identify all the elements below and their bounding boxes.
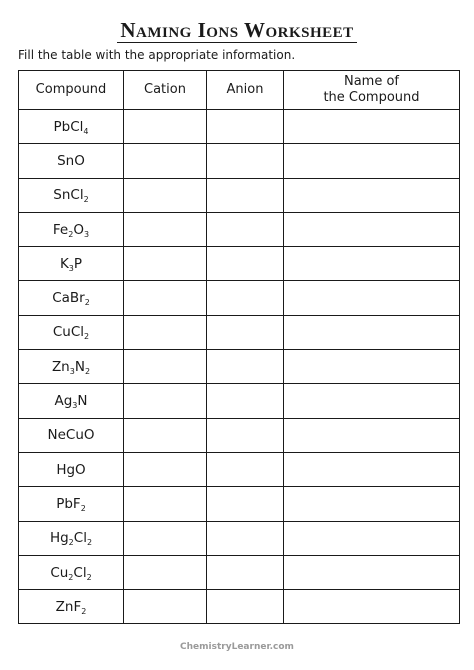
compound-cell [19,315,124,349]
worksheet-table [18,70,460,624]
table-row [19,212,460,246]
compound-cell [19,590,124,624]
formula-subscript: 3 [72,401,78,411]
table-row [19,315,460,349]
header-compound-name [284,71,460,110]
cation-cell[interactable] [124,212,207,246]
cation-cell[interactable] [124,590,207,624]
compound-name-cell[interactable] [284,212,460,246]
compound-name-cell[interactable] [284,384,460,418]
formula-subscript: 2 [68,538,74,548]
cation-cell[interactable] [124,178,207,212]
footer-credit: ChemistryLearner.com [180,642,294,652]
table-row [19,281,460,315]
formula-subscript: 2 [68,572,74,582]
table-row [19,178,460,212]
table-row [19,487,460,521]
table-row [19,418,460,452]
formula-element: Cl [73,564,87,581]
cation-cell[interactable] [124,418,207,452]
formula-element: Hg [49,530,69,547]
table-body [19,110,460,624]
compound-name-cell[interactable] [284,178,460,212]
anion-cell[interactable] [207,521,284,555]
cation-cell[interactable] [124,384,207,418]
compound-cell [19,555,124,589]
compound-cell [19,521,124,555]
table-row [19,555,460,589]
compound-name-cell[interactable] [284,487,460,521]
anion-cell[interactable] [207,418,284,452]
compound-cell [19,110,124,144]
formula-element: HgO [56,461,86,478]
formula-subscript: 2 [80,503,86,513]
compound-name-cell[interactable] [284,452,460,486]
compound-cell [19,452,124,486]
compound-cell [19,487,124,521]
formula-subscript: 3 [69,366,75,376]
anion-cell[interactable] [207,110,284,144]
compound-cell [19,212,124,246]
formula-element: Cl [73,530,87,547]
formula-element: NeCuO [47,427,95,444]
cation-cell[interactable] [124,281,207,315]
formula-element: Fe [52,221,69,238]
table-row [19,590,460,624]
formula-element: Cu [50,564,69,581]
formula-subscript: 4 [83,126,89,136]
compound-cell [19,178,124,212]
compound-cell [19,384,124,418]
formula-element: PbF [56,495,81,512]
anion-cell[interactable] [207,487,284,521]
formula-subscript: 3 [83,229,90,239]
compound-cell [19,281,124,315]
table-row [19,144,460,178]
table-row [19,384,460,418]
anion-cell[interactable] [207,281,284,315]
formula-subscript: 2 [86,572,92,582]
anion-cell[interactable] [207,555,284,589]
compound-name-cell[interactable] [284,350,460,384]
anion-cell[interactable] [207,178,284,212]
formula-element: SnCl [53,187,84,204]
formula-element: Ag [54,393,73,410]
cation-cell[interactable] [124,315,207,349]
formula-subscript: 2 [68,229,74,239]
compound-cell [19,144,124,178]
cation-cell[interactable] [124,452,207,486]
cation-cell[interactable] [124,144,207,178]
cation-cell[interactable] [124,247,207,281]
compound-name-cell[interactable] [284,281,460,315]
compound-name-cell[interactable] [284,418,460,452]
compound-name-cell[interactable] [284,110,460,144]
formula-element: O [73,221,84,238]
table-row [19,452,460,486]
compound-name-cell[interactable] [284,315,460,349]
formula-element: Pb [53,118,71,135]
cation-cell[interactable] [124,350,207,384]
compound-cell [19,350,124,384]
formula-element: P [73,255,83,272]
formula-element: K [59,255,69,272]
anion-cell[interactable] [207,144,284,178]
table-header-row [19,71,460,110]
header-name-line1: Name of [343,74,399,89]
compound-name-cell[interactable] [284,247,460,281]
header-compound: Compound [19,71,124,110]
cation-cell[interactable] [124,487,207,521]
formula-subscript: 2 [84,366,91,376]
table-row [19,110,460,144]
compound-name-cell[interactable] [284,555,460,589]
formula-subscript: 2 [84,298,90,308]
cation-cell[interactable] [124,521,207,555]
formula-element: CuCl [52,324,85,341]
formula-element: N [74,358,85,375]
cation-cell[interactable] [124,555,207,589]
anion-cell[interactable] [207,590,284,624]
compound-cell [19,247,124,281]
cation-cell[interactable] [124,110,207,144]
anion-cell[interactable] [207,350,284,384]
compound-name-cell[interactable] [284,590,460,624]
instructions-text: Fill the table with the appropriate information. [18,48,296,62]
table-row [19,350,460,384]
header-name-line2: the Compound [323,90,420,105]
formula-element: Cl [70,118,84,135]
anion-cell[interactable] [207,247,284,281]
formula-element: Zn [51,358,70,375]
formula-subscript: 3 [68,263,74,273]
formula-subscript: 2 [84,332,90,342]
formula-subscript: 2 [83,195,89,205]
compound-cell [19,418,124,452]
table-row [19,247,460,281]
header-anion: Anion [207,71,284,110]
formula-element: ZnF [55,598,82,615]
formula-element: SnO [57,152,85,169]
anion-cell[interactable] [207,212,284,246]
table-row [19,521,460,555]
formula-element: CaBr [52,290,85,307]
anion-cell[interactable] [207,452,284,486]
compound-name-cell[interactable] [284,521,460,555]
formula-element: N [77,393,88,410]
formula-subscript: 2 [81,606,87,616]
anion-cell[interactable] [207,384,284,418]
worksheet-title [0,18,474,43]
header-cation: Cation [124,71,207,110]
title-text: Naming Ions Worksheet [117,19,356,43]
formula-subscript: 2 [86,538,93,548]
anion-cell[interactable] [207,315,284,349]
compound-name-cell[interactable] [284,144,460,178]
